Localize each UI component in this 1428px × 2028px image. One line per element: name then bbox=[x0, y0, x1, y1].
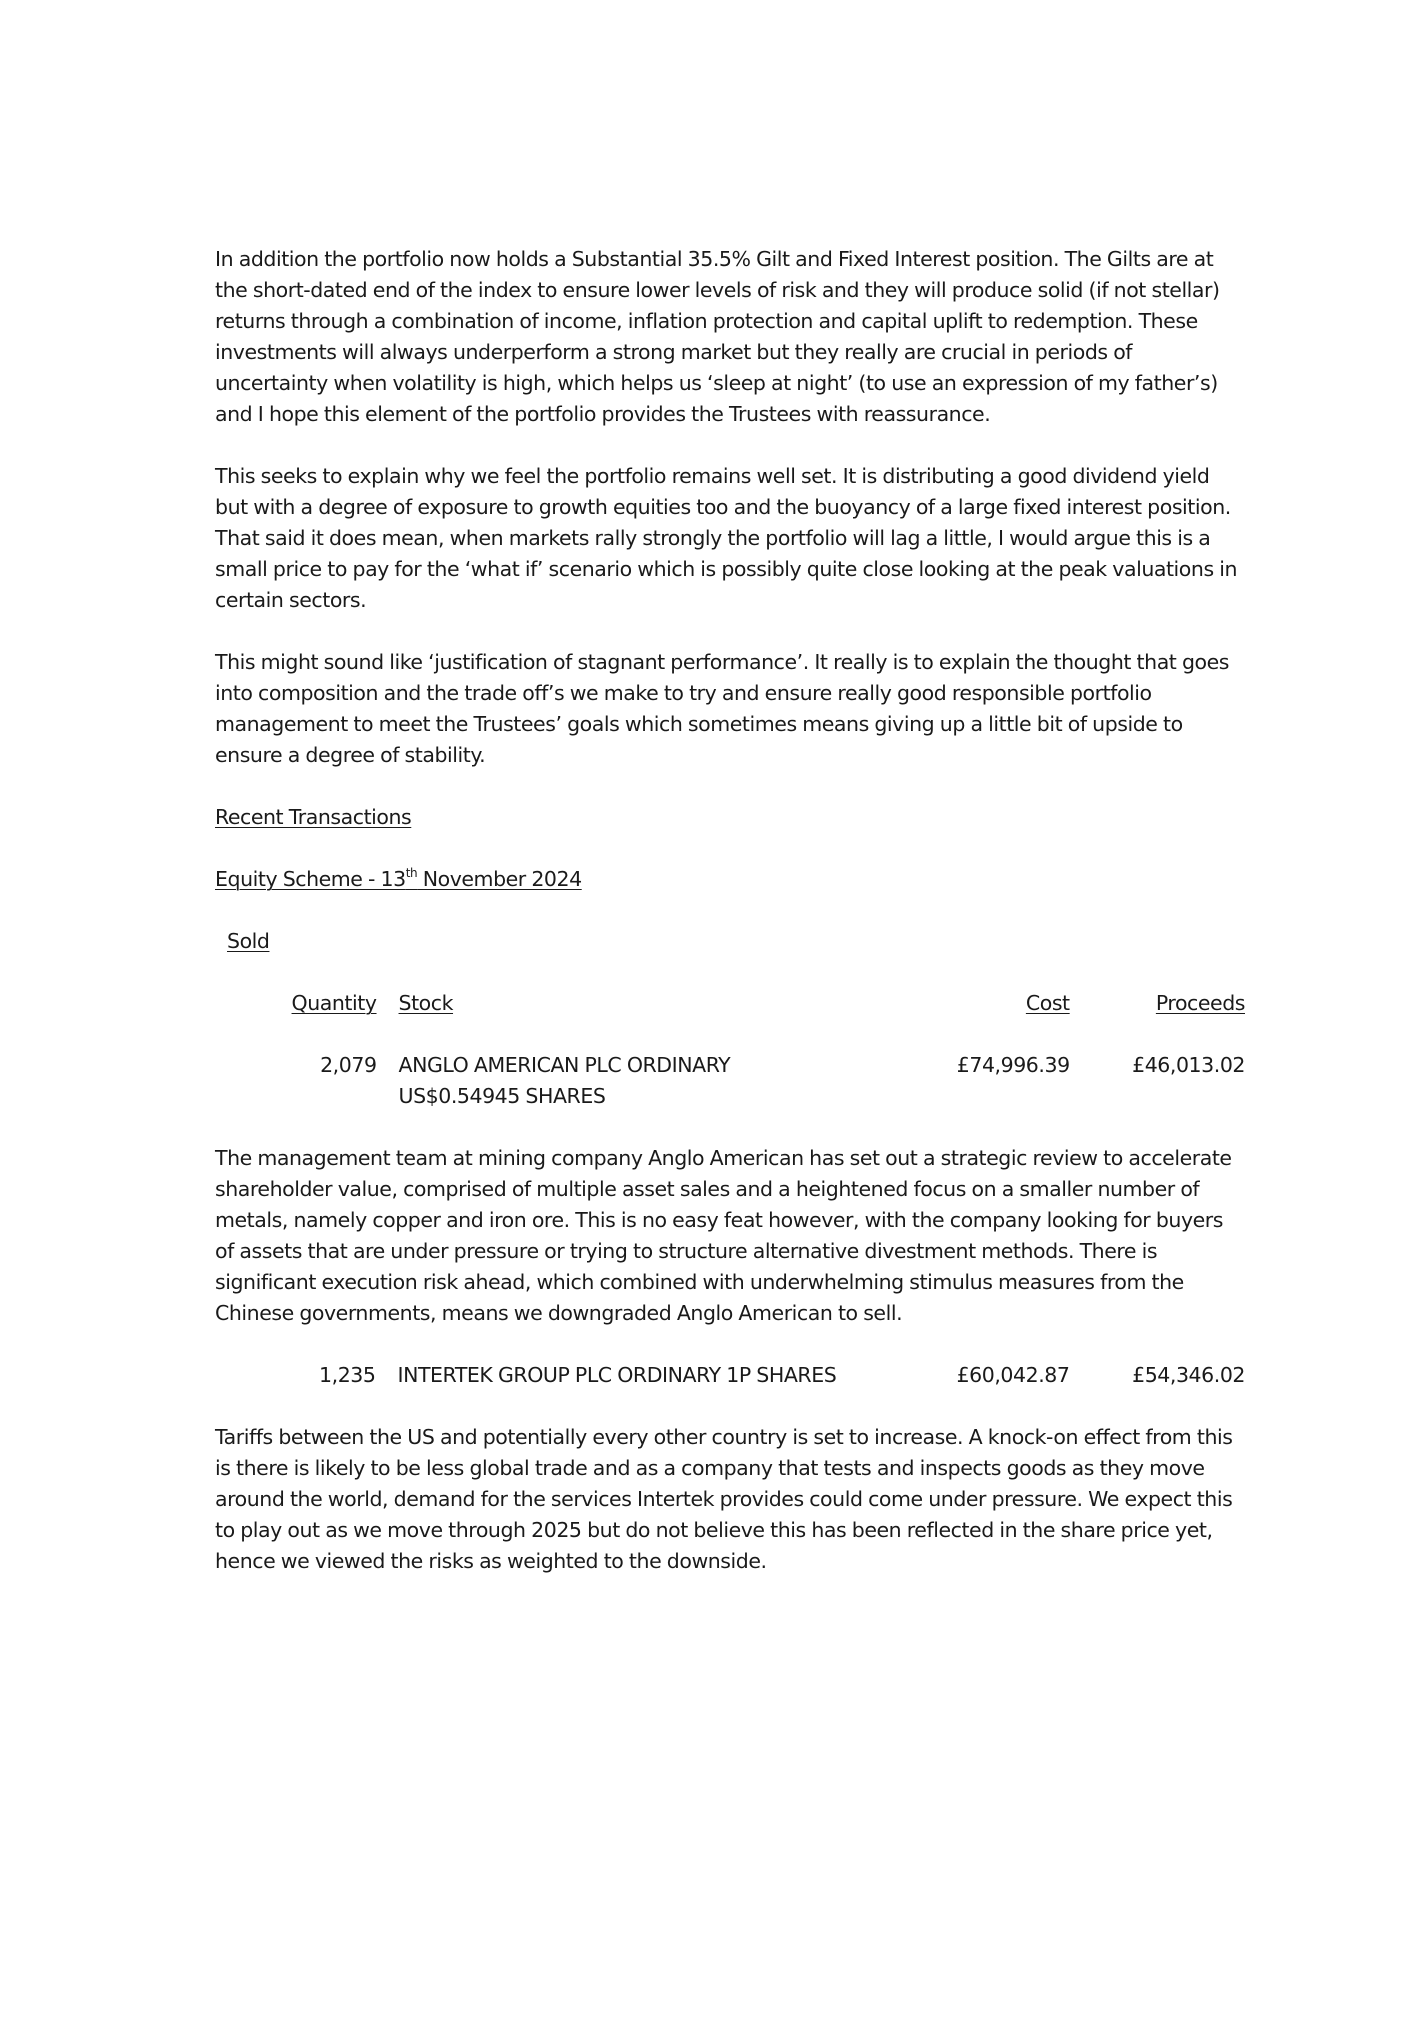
transactions-table bbox=[281, 988, 1245, 1112]
paragraph-gilts: In addition the portfolio now holds a Substantial 35.5% Gilt and Fixed Interest position. The Gilts are at the short-dated end of the index to ensure lower levels of risk and they will produce solid (if not stellar) returns through a combination of income, inflation protection and capital uplift to redemption. These investments will always underperform a strong market but they really are crucial in periods of uncertainty when volatility is high, which helps us ‘sleep at night’ (to use an expression of my father’s) and I hope this element of the portfolio provides the Trustees with reassurance. bbox=[215, 247, 1220, 426]
scheme-heading-suffix: November 2024 bbox=[417, 867, 582, 891]
header-proceeds bbox=[1070, 988, 1245, 1050]
scheme-heading-text bbox=[215, 867, 582, 891]
header-stock bbox=[399, 988, 922, 1050]
table-row bbox=[281, 1360, 1245, 1391]
section-heading-recent-transactions bbox=[215, 802, 1245, 833]
scheme-heading-superscript: th bbox=[405, 866, 418, 880]
row-quantity: 2,079 bbox=[320, 1053, 377, 1077]
header-quantity-label: Quantity bbox=[291, 991, 377, 1015]
header-stock-label: Stock bbox=[398, 991, 454, 1015]
row-stock-line2: US$0.54945 SHARES bbox=[398, 1084, 606, 1108]
commentary-anglo-american: The management team at mining company Anglo American has set out a strategic review to accelerate shareholder value, comprised of multiple asset sales and a heightened focus on a smaller number of metals, namely copper and iron ore. This is no easy feat however, with the company looking for buyers of assets that are under pressure or trying to structure alternative divestment methods. There is significant execution risk ahead, which combined with underwhelming stimulus measures from the Chinese governments, means we downgraded Anglo American to sell. bbox=[215, 1146, 1232, 1325]
scheme-heading-prefix: Equity Scheme - 13 bbox=[215, 867, 406, 891]
table-row bbox=[281, 1050, 1245, 1112]
document-page bbox=[215, 244, 1245, 1608]
row-quantity: 1,235 bbox=[319, 1363, 376, 1387]
transactions-table-continued bbox=[281, 1360, 1245, 1391]
paragraph-portfolio-set: This seeks to explain why we feel the portfolio remains well set. It is distributing a good dividend yield but with a degree of exposure to growth equities too and the buoyancy of a large fixed interest position. That said it does mean, when markets rally strongly the portfolio will lag a little, I would argue this is a small price to pay for the ‘what if’ scenario which is possibly quite close looking at the peak valuations in certain sectors. bbox=[215, 464, 1238, 612]
row-cost: £74,996.39 bbox=[956, 1053, 1070, 1077]
row-stock bbox=[399, 1050, 922, 1112]
sold-label: Sold bbox=[227, 929, 270, 953]
row-proceeds: £46,013.02 bbox=[1132, 1053, 1245, 1077]
header-quantity bbox=[281, 988, 399, 1050]
sold-heading bbox=[227, 926, 1245, 957]
row-stock-line1: ANGLO AMERICAN PLC ORDINARY bbox=[398, 1053, 731, 1077]
paragraph-justification: This might sound like ‘justification of stagnant performance’. It really is to explain the thought that goes into composition and the trade off’s we make to try and ensure really good responsible portfolio management to meet the Trustees’ goals which sometimes means giving up a little bit of upside to ensure a degree of stability. bbox=[215, 650, 1230, 767]
row-stock-line1: INTERTEK GROUP PLC ORDINARY 1P SHARES bbox=[397, 1363, 837, 1387]
row-cost: £60,042.87 bbox=[956, 1363, 1070, 1387]
table-header-row bbox=[281, 988, 1245, 1050]
section-heading-text: Recent Transactions bbox=[215, 805, 412, 829]
header-cost-label: Cost bbox=[1025, 991, 1070, 1015]
row-proceeds: £54,346.02 bbox=[1132, 1363, 1245, 1387]
commentary-intertek: Tariffs between the US and potentially every other country is set to increase. A knock-on effect from this is there is likely to be less global trade and as a company that tests and inspects goods as they move around the world, demand for the services Intertek provides could come under pressure. We expect this to play out as we move through 2025 but do not believe this has been reflected in the share price yet, hence we viewed the risks as weighted to the downside. bbox=[215, 1425, 1233, 1573]
header-cost bbox=[921, 988, 1069, 1050]
row-stock bbox=[397, 1360, 920, 1391]
scheme-heading bbox=[215, 864, 1245, 895]
header-proceeds-label: Proceeds bbox=[1155, 991, 1245, 1015]
